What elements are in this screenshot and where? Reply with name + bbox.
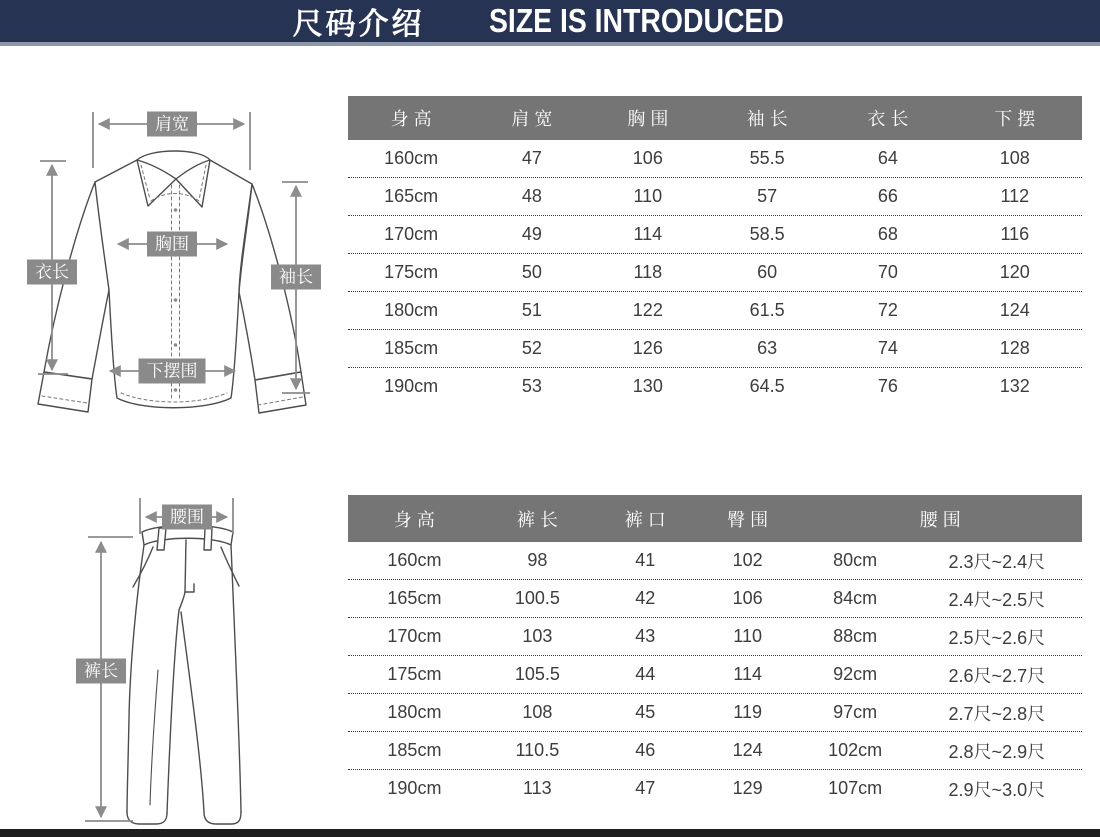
table-cell: 88cm xyxy=(833,626,878,646)
table-cell: 108 xyxy=(522,702,553,722)
table-cell: 2.8尺~2.9尺 xyxy=(948,741,1046,762)
table-cell: 126 xyxy=(632,338,663,358)
table-cell: 180cm xyxy=(387,702,442,722)
table-cell: 122 xyxy=(632,300,663,320)
table-cell: 129 xyxy=(732,778,763,798)
column-header: 肩 宽 xyxy=(511,109,553,129)
table-cell: 190cm xyxy=(384,376,439,396)
table-cell: 43 xyxy=(635,626,656,646)
pants-table-header xyxy=(348,495,1082,542)
hem-label: 下摆围 xyxy=(139,359,206,384)
table-cell: 47 xyxy=(635,778,656,798)
table-cell: 2.7尺~2.8尺 xyxy=(948,703,1046,724)
table-cell: 57 xyxy=(757,186,778,206)
table-cell: 53 xyxy=(521,376,542,396)
table-cell: 100.5 xyxy=(514,588,560,608)
shirt-table-header xyxy=(348,96,1082,140)
table-cell: 64.5 xyxy=(749,376,785,396)
column-header: 下 摆 xyxy=(994,109,1036,129)
table-cell: 124 xyxy=(732,740,763,760)
table-cell: 2.6尺~2.7尺 xyxy=(948,665,1046,686)
bottom-bar xyxy=(0,829,1100,837)
table-cell: 119 xyxy=(733,702,762,722)
table-cell: 63 xyxy=(757,338,778,358)
table-row xyxy=(348,330,1082,368)
table-cell: 102cm xyxy=(828,740,883,760)
column-header: 身 高 xyxy=(390,109,432,129)
table-cell: 46 xyxy=(635,740,656,760)
table-cell: 48 xyxy=(521,186,542,206)
body-length-label: 衣长 xyxy=(27,260,77,285)
column-header: 袖 长 xyxy=(746,109,788,129)
table-cell: 102 xyxy=(732,550,763,570)
table-cell: 2.5尺~2.6尺 xyxy=(948,627,1046,648)
table-cell: 107cm xyxy=(828,778,883,798)
table-row xyxy=(348,292,1082,330)
table-cell: 97cm xyxy=(833,702,878,722)
title-bar xyxy=(0,0,1100,46)
table-cell: 124 xyxy=(999,300,1030,320)
table-cell: 42 xyxy=(635,588,656,608)
table-cell: 55.5 xyxy=(749,148,785,168)
table-cell: 2.9尺~3.0尺 xyxy=(948,779,1046,800)
table-cell: 128 xyxy=(999,338,1030,358)
table-row xyxy=(348,216,1082,254)
table-cell: 116 xyxy=(1000,224,1030,244)
table-cell: 61.5 xyxy=(749,300,785,320)
table-cell: 92cm xyxy=(833,664,878,684)
page-title-en: SIZE IS INTRODUCED xyxy=(488,2,784,39)
column-header: 身 高 xyxy=(393,509,435,530)
table-cell: 49 xyxy=(521,224,542,244)
table-cell: 45 xyxy=(635,702,656,722)
table-cell: 113 xyxy=(523,778,552,798)
table-cell: 175cm xyxy=(384,262,439,282)
table-cell: 50 xyxy=(521,262,542,282)
table-row xyxy=(348,140,1082,178)
table-cell: 80cm xyxy=(833,550,878,570)
table-row xyxy=(348,656,1082,694)
table-cell: 130 xyxy=(632,376,663,396)
table-cell: 170cm xyxy=(387,626,442,646)
table-cell: 110 xyxy=(733,626,762,646)
column-header: 腰 围 xyxy=(919,509,961,530)
table-cell: 120 xyxy=(999,262,1030,282)
table-row xyxy=(348,542,1082,580)
table-cell: 106 xyxy=(632,148,663,168)
table-cell: 108 xyxy=(999,148,1030,168)
table-cell: 2.4尺~2.5尺 xyxy=(948,589,1046,610)
table-cell: 74 xyxy=(877,338,898,358)
table-row xyxy=(348,732,1082,770)
table-row xyxy=(348,694,1082,732)
column-header: 胸 围 xyxy=(627,109,669,129)
table-cell: 2.3尺~2.4尺 xyxy=(948,551,1046,572)
table-cell: 185cm xyxy=(387,740,442,760)
table-row xyxy=(348,618,1082,656)
table-row xyxy=(348,770,1082,807)
table-cell: 66 xyxy=(877,186,898,206)
shoulder-width-label: 肩宽 xyxy=(147,112,197,137)
table-cell: 106 xyxy=(732,588,763,608)
table-cell: 165cm xyxy=(384,186,439,206)
table-cell: 51 xyxy=(521,300,542,320)
table-cell: 175cm xyxy=(387,664,442,684)
table-cell: 180cm xyxy=(384,300,439,320)
table-cell: 114 xyxy=(733,664,762,684)
table-cell: 72 xyxy=(877,300,898,320)
table-cell: 47 xyxy=(521,148,542,168)
column-header: 裤 长 xyxy=(516,509,558,530)
table-cell: 160cm xyxy=(384,148,439,168)
table-cell: 52 xyxy=(521,338,542,358)
waist-label: 腰围 xyxy=(162,505,212,530)
table-cell: 114 xyxy=(633,224,663,244)
page-title-cn: 尺码介绍 xyxy=(292,8,425,41)
table-cell: 110.5 xyxy=(515,740,560,760)
table-cell: 190cm xyxy=(387,778,442,798)
table-cell: 105.5 xyxy=(514,664,560,684)
table-cell: 44 xyxy=(635,664,656,684)
table-cell: 165cm xyxy=(387,588,442,608)
table-cell: 118 xyxy=(633,262,663,282)
table-cell: 98 xyxy=(527,550,548,570)
table-cell: 64 xyxy=(877,148,898,168)
table-row xyxy=(348,368,1082,405)
table-cell: 60 xyxy=(757,262,778,282)
sleeve-length-label: 袖长 xyxy=(271,265,321,290)
table-cell: 103 xyxy=(522,626,553,646)
column-header: 衣 长 xyxy=(867,109,909,129)
table-cell: 58.5 xyxy=(749,224,785,244)
table-cell: 41 xyxy=(635,550,656,570)
pants-size-table xyxy=(348,495,1082,807)
pants-outline xyxy=(127,525,241,824)
table-row xyxy=(348,254,1082,292)
table-cell: 70 xyxy=(877,262,898,282)
shirt-size-table xyxy=(348,96,1082,405)
pants-length-label: 裤长 xyxy=(76,659,126,684)
table-row xyxy=(348,178,1082,216)
table-row xyxy=(348,580,1082,618)
table-cell: 110 xyxy=(633,186,663,206)
table-cell: 112 xyxy=(1000,186,1030,206)
table-cell: 132 xyxy=(999,376,1030,396)
column-header: 臀 围 xyxy=(727,509,769,530)
chest-label: 胸围 xyxy=(147,232,197,257)
table-cell: 185cm xyxy=(384,338,439,358)
table-cell: 84cm xyxy=(833,588,878,608)
table-cell: 68 xyxy=(877,224,898,244)
table-cell: 170cm xyxy=(384,224,439,244)
table-cell: 160cm xyxy=(387,550,442,570)
table-cell: 76 xyxy=(877,376,898,396)
column-header: 裤 口 xyxy=(624,509,666,530)
